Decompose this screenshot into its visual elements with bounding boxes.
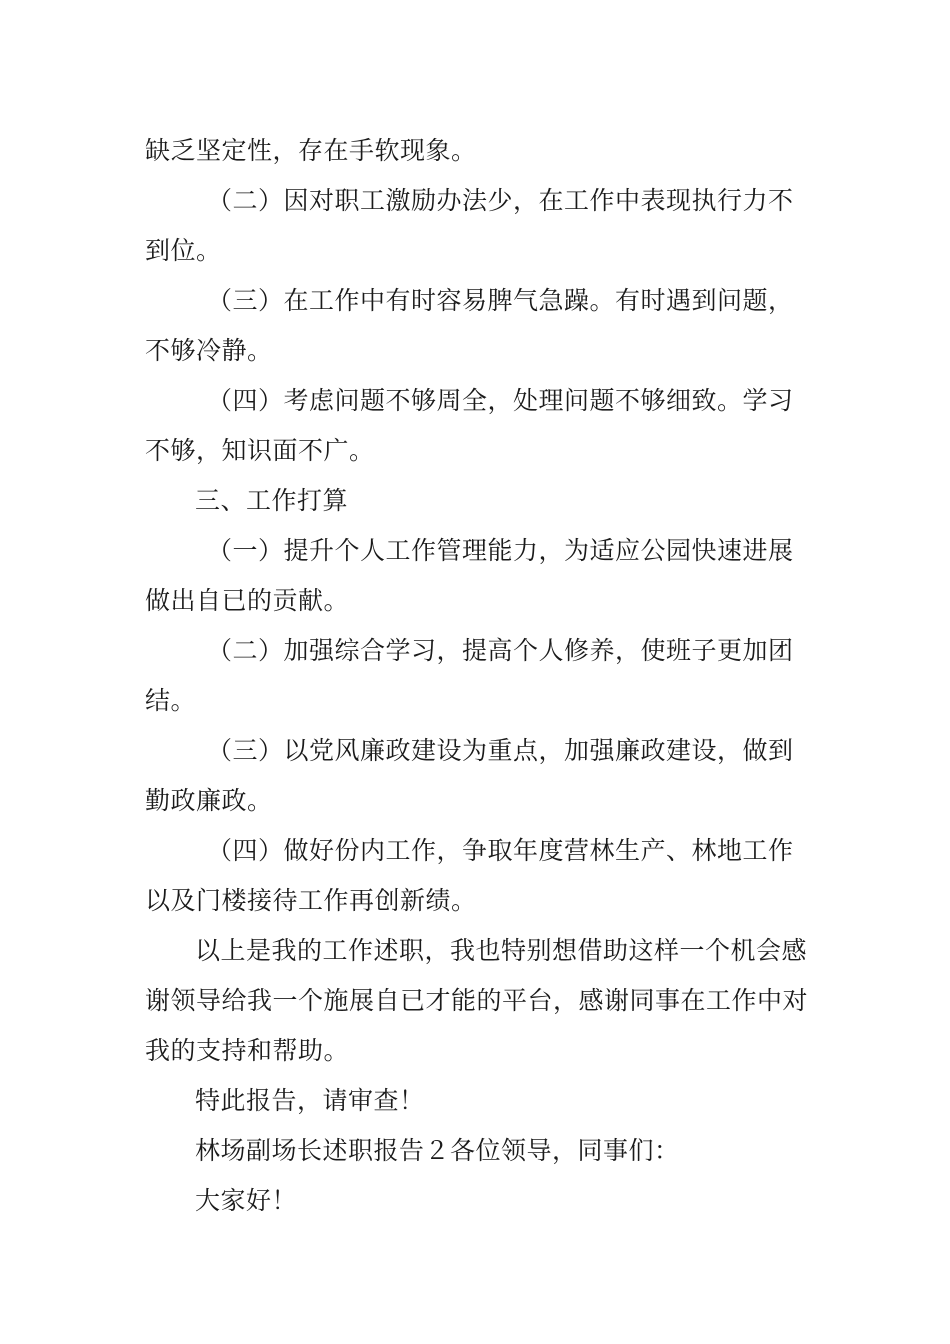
paragraph-plan-4: （四）做好份内工作，争取年度营林生产、林地工作以及门楼接待工作再创新绩。 xyxy=(145,836,794,915)
document-body xyxy=(145,126,810,1226)
paragraph-shortcoming-4: （四）考虑问题不够周全，处理问题不够细致。学习不够，知识面不广。 xyxy=(145,386,794,465)
paragraph-shortcoming-2: （二）因对职工激励办法少，在工作中表现执行力不到位。 xyxy=(145,186,794,265)
paragraph-closing: 以上是我的工作述职，我也特别想借助这样一个机会感谢领导给我一个施展自已才能的平台，感谢同事在工作中对我的支持和帮助。 xyxy=(145,936,809,1065)
paragraph-greeting: 大家好！ xyxy=(195,1186,298,1215)
paragraph-continuation: 缺乏坚定性，存在手软现象。 xyxy=(145,136,477,165)
paragraph-plan-1: （一）提升个人工作管理能力，为适应公园快速进展做出自已的贡献。 xyxy=(145,536,794,615)
paragraph-shortcoming-3: （三）在工作中有时容易脾气急躁。有时遇到问题，不够冷静。 xyxy=(145,286,794,365)
paragraph-report-2-title: 林场副场长述职报告２各位领导，同事们： xyxy=(195,1136,680,1165)
paragraph-plan-3: （三）以党风廉政建设为重点，加强廉政建设，做到勤政廉政。 xyxy=(145,736,794,815)
paragraph-submission: 特此报告，请审查！ xyxy=(195,1086,425,1115)
section-heading-work-plan: 三、工作打算 xyxy=(195,486,349,515)
paragraph-plan-2: （二）加强综合学习，提高个人修养，使班子更加团结。 xyxy=(145,636,794,715)
